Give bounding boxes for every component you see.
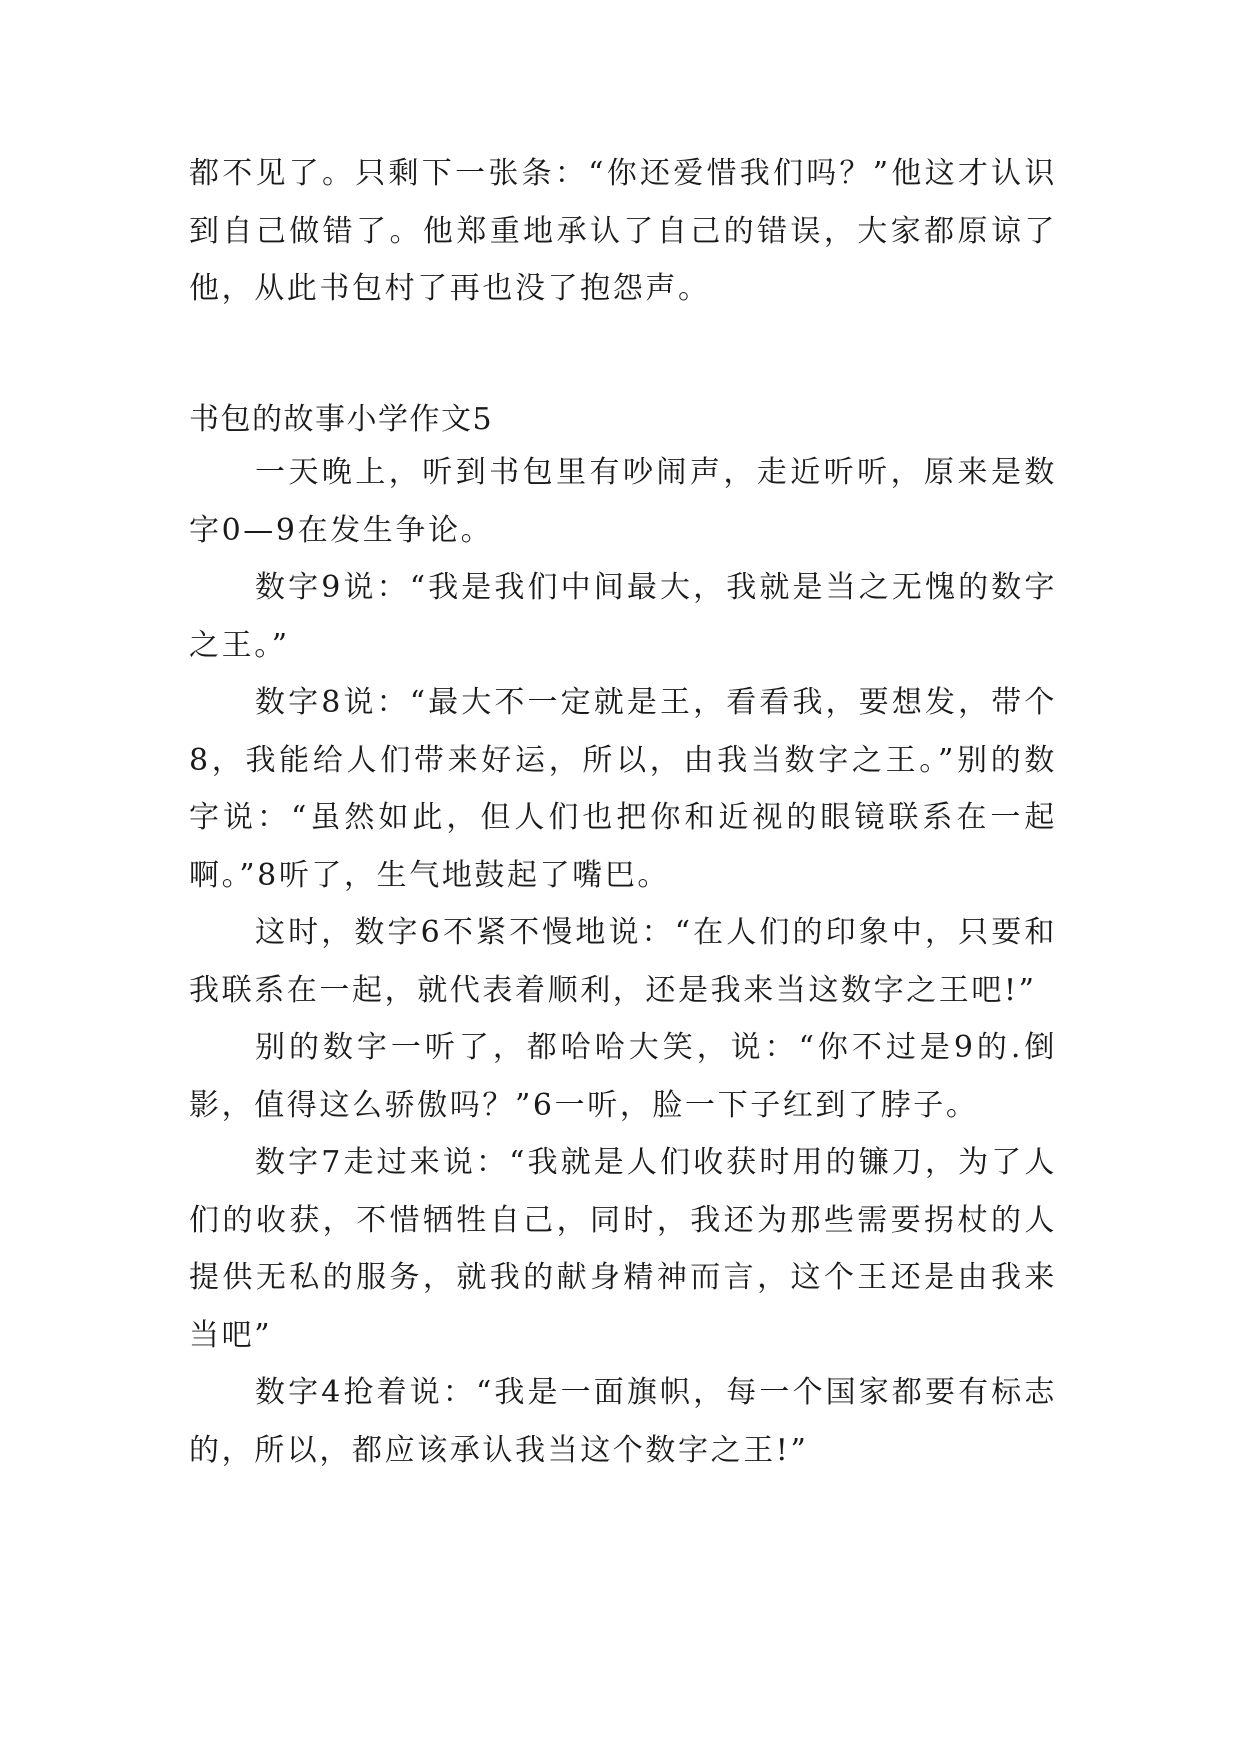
paragraph: 别的数字一听了，都哈哈大笑，说：“你不过是9的.倒影，值得这么骄傲吗？”6一听，脸一下子红到了脖子。	[189, 1030, 1057, 1123]
story-body	[189, 444, 1057, 1479]
paragraph: 数字9说：“我是我们中间最大，我就是当之无愧的数字之王。”	[189, 570, 1057, 663]
paragraph: 数字7走过来说：“我就是人们收获时用的镰刀，为了人们的收获，不惜牺牲自己，同时，我还为那些需要拐杖的人提供无私的服务，就我的献身精神而言，这个王还是由我来当吧”	[189, 1145, 1057, 1353]
paragraph: 这时，数字6不紧不慢地说：“在人们的印象中，只要和我联系在一起，就代表着顺利，还是我来当这数字之王吧!”	[189, 915, 1057, 1008]
continuation-block	[189, 145, 1057, 318]
continuation-paragraph: 都不见了。只剩下一张条：“你还爱惜我们吗？”他这才认识到自己做错了。他郑重地承认了自己的错误，大家都原谅了他，从此书包村了再也没了抱怨声。	[189, 156, 1057, 306]
section-title: 书包的故事小学作文5	[189, 402, 494, 437]
paragraph: 数字4抢着说：“我是一面旗帜，每一个国家都要有标志的，所以，都应该承认我当这个数字之王!”	[189, 1375, 1057, 1468]
paragraph: 一天晚上，听到书包里有吵闹声，走近听听，原来是数字0—9在发生争论。	[189, 455, 1057, 548]
paragraph: 数字8说：“最大不一定就是王，看看我，要想发，带个8，我能给人们带来好运，所以，由我当数字之王。”别的数字说：“虽然如此，但人们也把你和近视的眼镜联系在一起啊。”8听了，生气地鼓起了嘴巴。	[189, 685, 1057, 893]
